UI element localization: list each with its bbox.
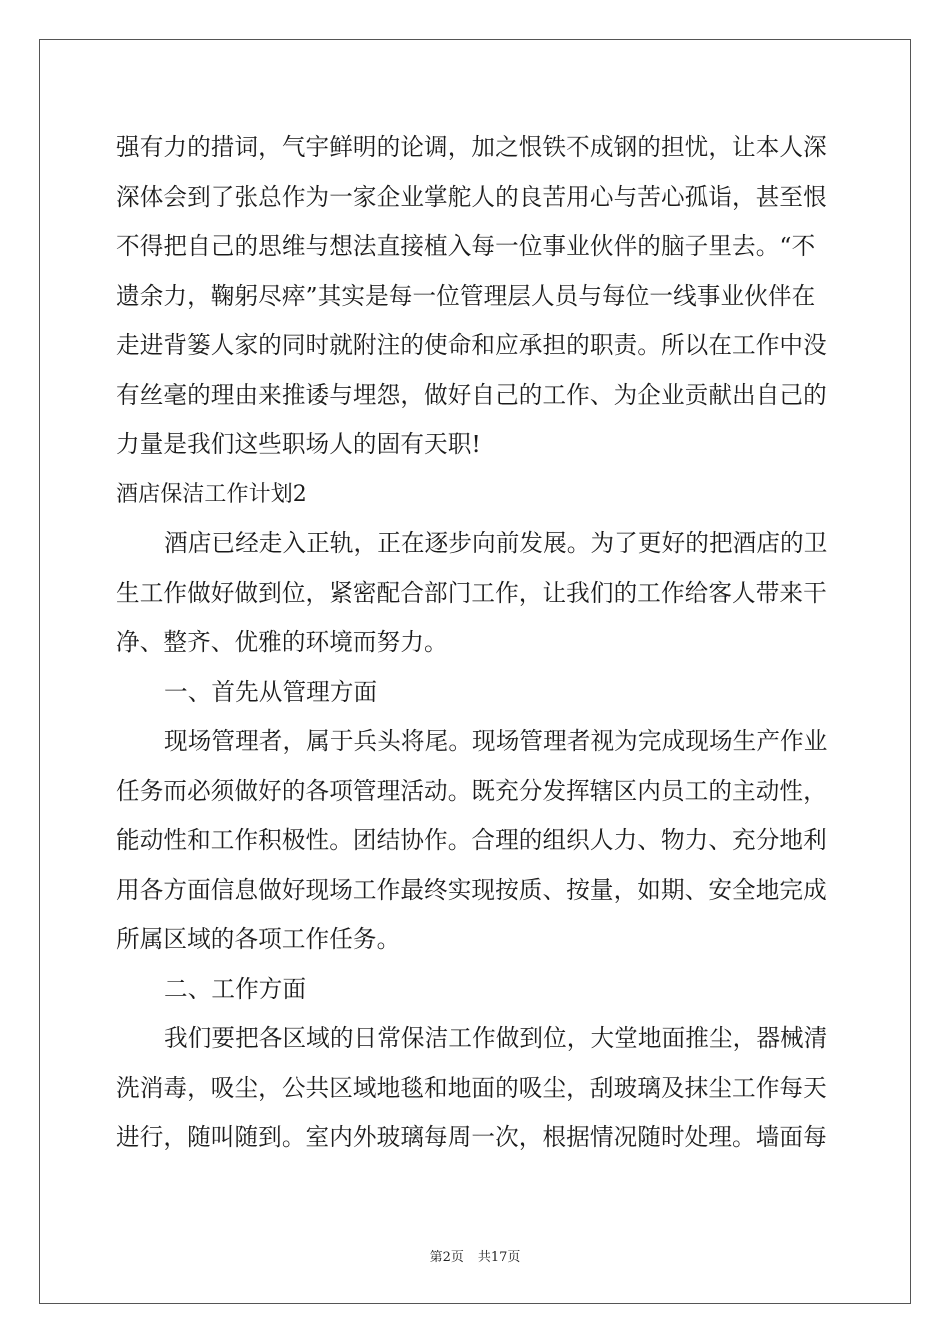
text-line: 进行，随叫随到。室内外玻璃每周一次，根据情况随时处理。墙面每 xyxy=(116,1123,827,1151)
text-line: 走进背篓人家的同时就附注的使命和应承担的职责。所以在工作中没 xyxy=(116,331,827,359)
text-line: 现场管理者，属于兵头将尾。现场管理者视为完成现场生产作业 xyxy=(164,727,828,755)
section-title: 酒店保洁工作计划2 xyxy=(116,481,307,507)
text-line: 一、首先从管理方面 xyxy=(164,677,378,706)
text-line: 有丝毫的理由来推诿与埋怨，做好自己的工作、为企业贡献出自己的 xyxy=(116,380,827,409)
page-number: 第2页 xyxy=(429,1250,464,1265)
text-line: 能动性和工作积极性。团结协作。合理的组织人力、物力、充分地利 xyxy=(116,826,827,854)
text-line: 我们要把各区域的日常保洁工作做到位，大堂地面推尘，器械清 xyxy=(164,1024,828,1052)
page-total: 共17页 xyxy=(477,1250,521,1265)
text-line: 强有力的措词，气宇鲜明的论调，加之恨铁不成钢的担忧，让本人深 xyxy=(116,133,827,161)
page-footer xyxy=(0,1246,950,1265)
text-line: 净、整齐、优雅的环境而努力。 xyxy=(116,628,448,656)
text-line: 遗余力，鞠躬尽瘁”其实是每一位管理层人员与每位一线事业伙伴在 xyxy=(116,281,816,310)
text-line: 任务而必须做好的各项管理活动。既充分发挥辖区内员工的主动性， xyxy=(116,776,827,805)
text-line: 生工作做好做到位，紧密配合部门工作，让我们的工作给客人带来干 xyxy=(116,578,827,607)
text-line: 酒店已经走入正轨，正在逐步向前发展。为了更好的把酒店的卫 xyxy=(164,529,828,557)
text-line: 力量是我们这些职场人的固有天职! xyxy=(116,430,481,458)
text-line: 不得把自己的思维与想法直接植入每一位事业伙伴的脑子里去。“不 xyxy=(116,232,816,260)
text-line: 洗消毒，吸尘，公共区域地毯和地面的吸尘，刮玻璃及抹尘工作每天 xyxy=(116,1073,827,1102)
text-line: 深体会到了张总作为一家企业掌舵人的良苦用心与苦心孤诣，甚至恨 xyxy=(116,182,827,211)
text-line: 用各方面信息做好现场工作最终实现按质、按量，如期、安全地完成 xyxy=(116,875,827,904)
text-line: 所属区域的各项工作任务。 xyxy=(116,925,401,953)
text-line: 二、工作方面 xyxy=(164,974,307,1003)
document-body xyxy=(116,123,834,1163)
